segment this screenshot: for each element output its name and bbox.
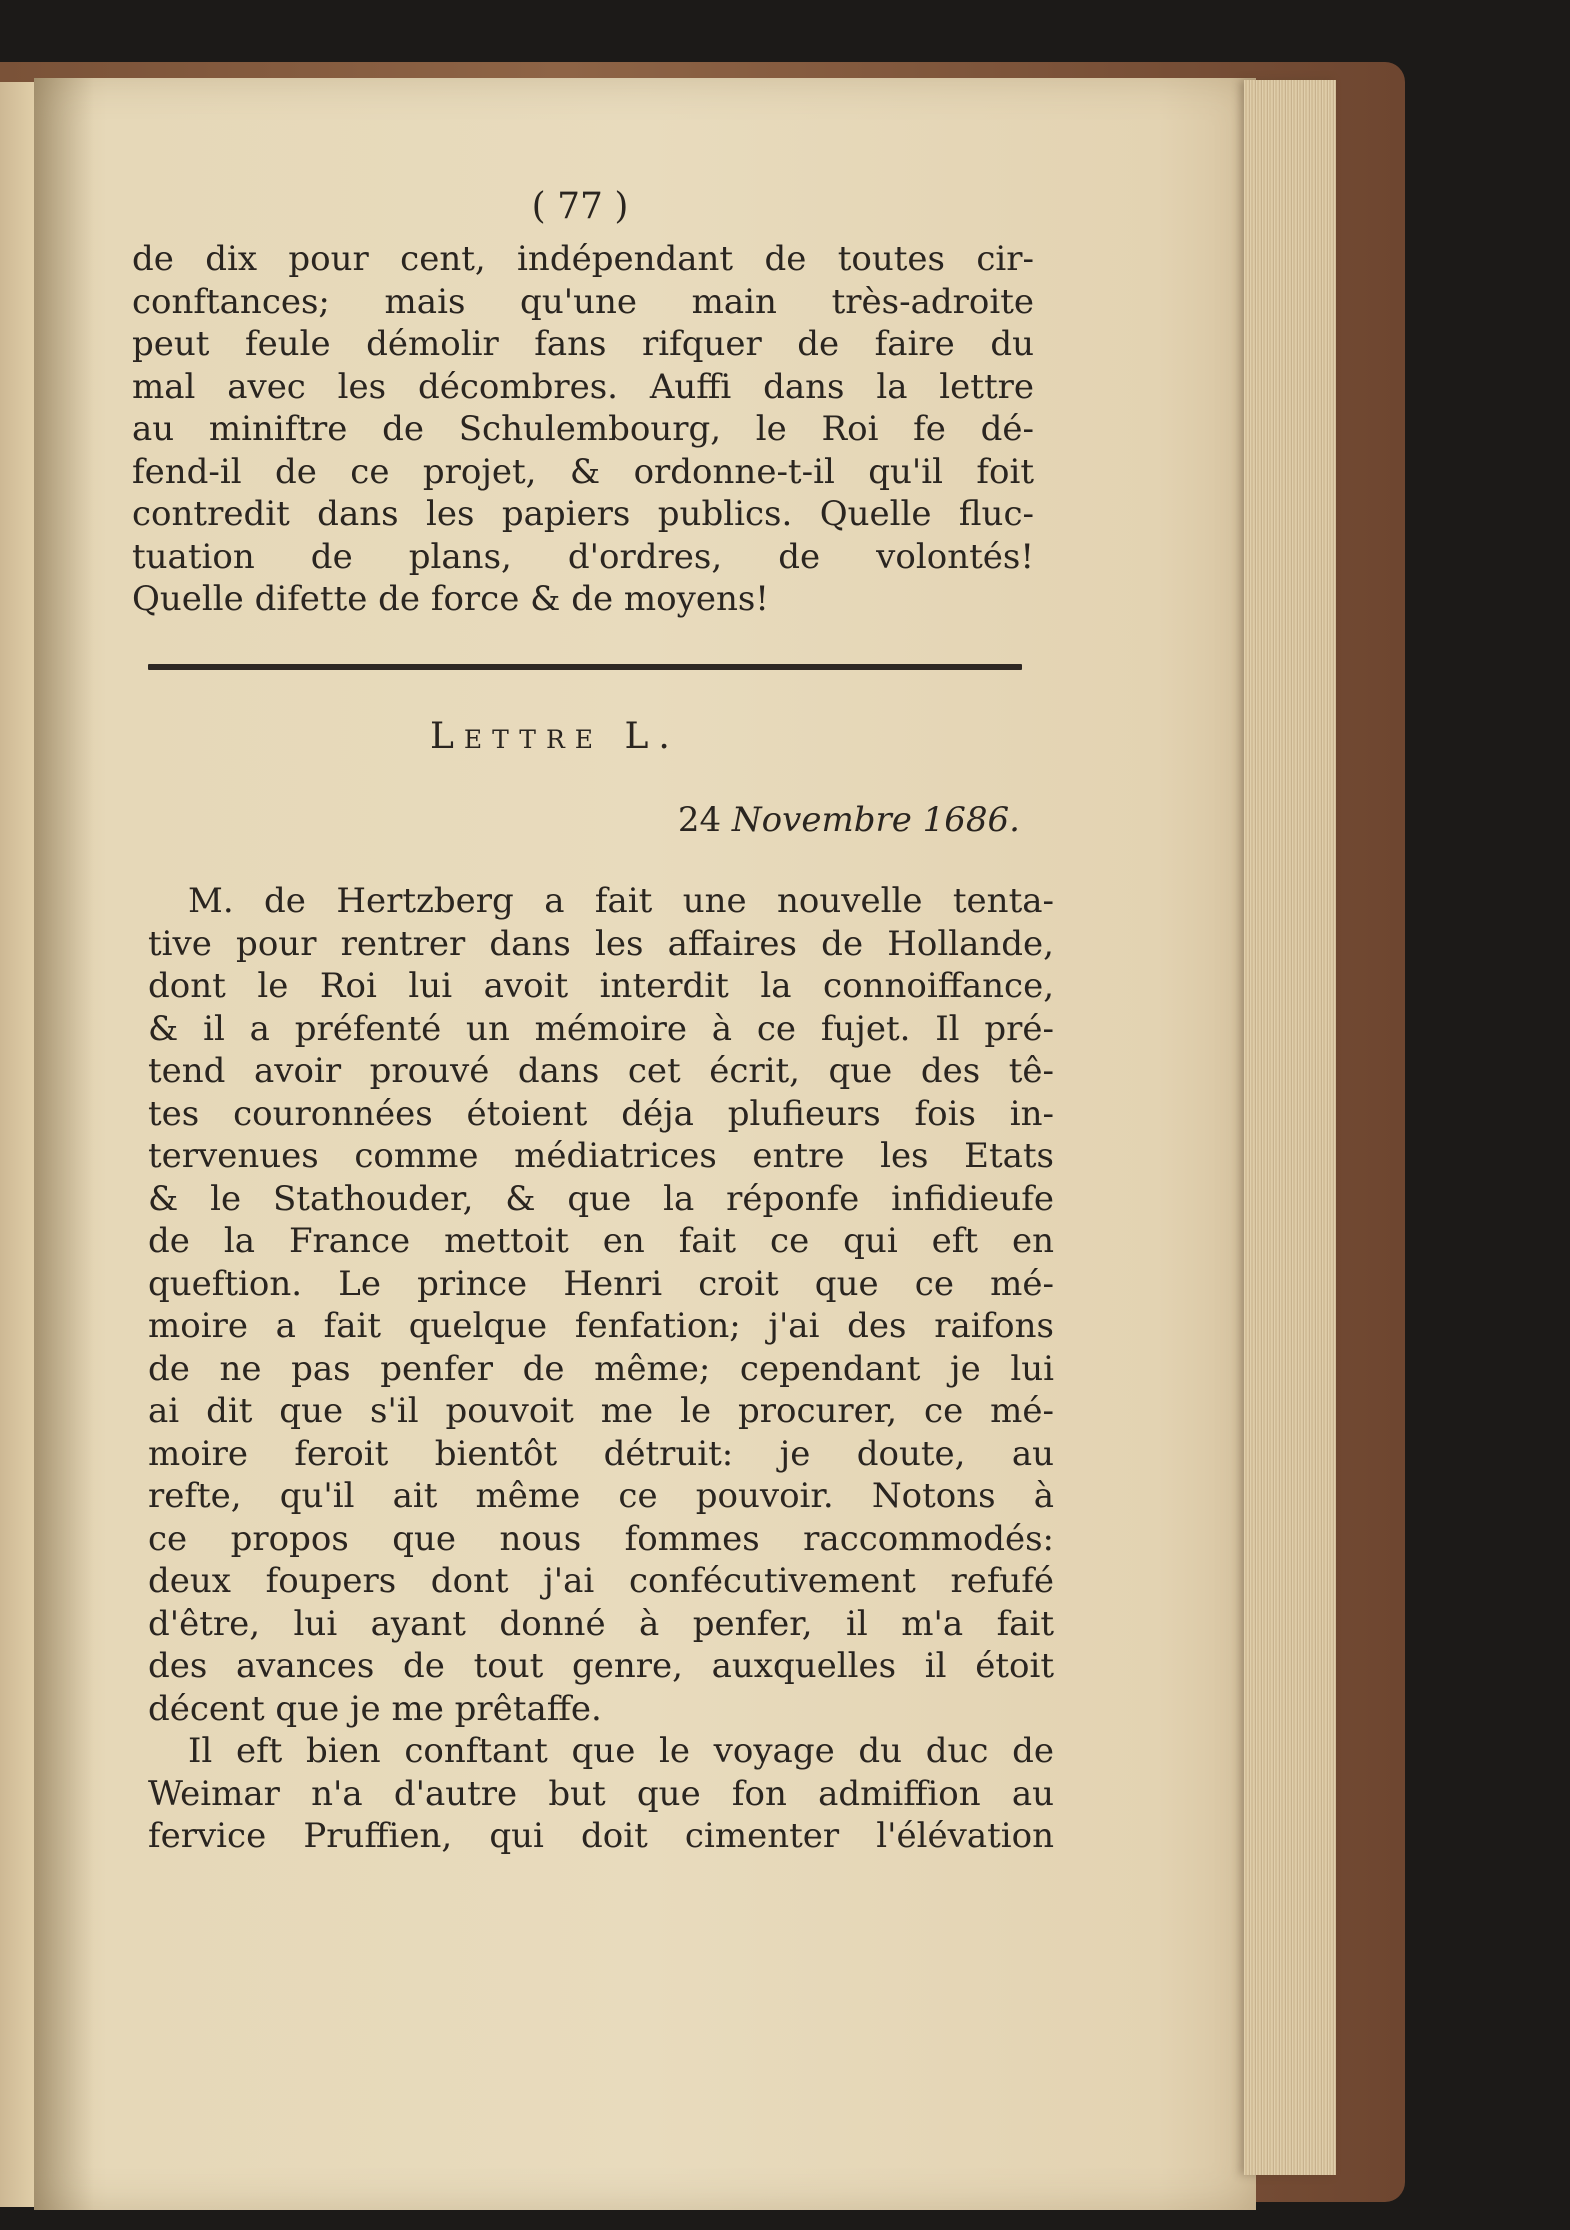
text-line: contredit dans les papiers publics. Quelle fluc- bbox=[132, 494, 1034, 534]
text-line: ai dit que s'il pouvoit me le procurer, ce mé- bbox=[148, 1391, 1054, 1431]
text-line: conftances; mais qu'une main très-adroite bbox=[132, 281, 1034, 322]
date-year: 1686. bbox=[922, 800, 1020, 840]
text-line: deux foupers dont j'ai confécutivement refufé bbox=[148, 1561, 1054, 1601]
left-page-edge bbox=[0, 82, 36, 2207]
text-line: tuation de plans, d'ordres, de volontés! bbox=[132, 536, 1034, 577]
text-line: moire feroit bientôt détruit: je doute, au bbox=[148, 1433, 1054, 1474]
text-line: d'être, lui ayant donné à penfer, il m'a fait bbox=[148, 1603, 1054, 1644]
text-line: tes couronnées étoient déja plufieurs fois in- bbox=[148, 1093, 1054, 1134]
section-divider bbox=[148, 664, 1022, 670]
text-line: M. de Hertzberg a fait une nouvelle tenta- bbox=[188, 881, 1054, 921]
gutter-shadow bbox=[34, 78, 94, 2210]
text-line: refte, qu'il ait même ce pouvoir. Notons à bbox=[148, 1476, 1054, 1516]
date-month: Novembre bbox=[731, 800, 912, 840]
text-line: Il eft bien conftant que le voyage du duc de bbox=[188, 1731, 1054, 1771]
text-line: mal avec les décombres. Auffi dans la lettre bbox=[132, 366, 1034, 407]
text-line: au miniftre de Schulembourg, le Roi fe dé- bbox=[132, 409, 1034, 449]
page-number: ( 77 ) bbox=[531, 186, 629, 227]
text-line: tervenues comme médiatrices entre les Etats bbox=[148, 1136, 1054, 1176]
date-day: 24 bbox=[677, 800, 722, 840]
letter-body bbox=[148, 880, 1054, 1858]
text-line: fervice Pruffien, qui doit cimenter l'élévation bbox=[148, 1816, 1054, 1856]
text-line: & il a préfenté un mémoire à ce fujet. Il pré- bbox=[148, 1008, 1054, 1049]
text-line: fend-il de ce projet, & ordonne-t-il qu'il foit bbox=[132, 451, 1034, 492]
letter-heading: Lettre L. bbox=[430, 716, 680, 757]
text-line: queftion. Le prince Henri croit que ce mé- bbox=[148, 1263, 1054, 1304]
text-line: de ne pas penfer de même; cependant je lui bbox=[148, 1348, 1054, 1389]
text-line: de dix pour cent, indépendant de toutes cir- bbox=[132, 239, 1034, 279]
text-line: ce propos que nous fommes raccommodés: bbox=[148, 1518, 1054, 1559]
text-line: Weimar n'a d'autre but que fon admiffion au bbox=[148, 1773, 1054, 1814]
text-line: & le Stathouder, & que la réponfe infidieufe bbox=[148, 1178, 1054, 1219]
letter-date bbox=[660, 800, 1020, 840]
text-line: tend avoir prouvé dans cet écrit, que des tê- bbox=[148, 1051, 1054, 1091]
text-line: de la France mettoit en fait ce qui eft en bbox=[148, 1221, 1054, 1261]
text-line: tive pour rentrer dans les affaires de Hollande, bbox=[148, 923, 1054, 964]
text-line: peut feule démolir fans rifquer de faire du bbox=[132, 324, 1034, 364]
text-line: des avances de tout genre, auxquelles il étoit bbox=[148, 1646, 1054, 1686]
text-line: Quelle difette de force & de moyens! bbox=[132, 579, 769, 619]
text-line: décent que je me prêtaffe. bbox=[148, 1688, 602, 1729]
text-line: dont le Roi lui avoit interdit la connoiffance, bbox=[148, 966, 1054, 1006]
page-block-edges bbox=[1244, 80, 1336, 2175]
continuation-paragraph bbox=[132, 238, 1034, 621]
text-line: moire a fait quelque fenfation; j'ai des raifons bbox=[148, 1306, 1054, 1346]
